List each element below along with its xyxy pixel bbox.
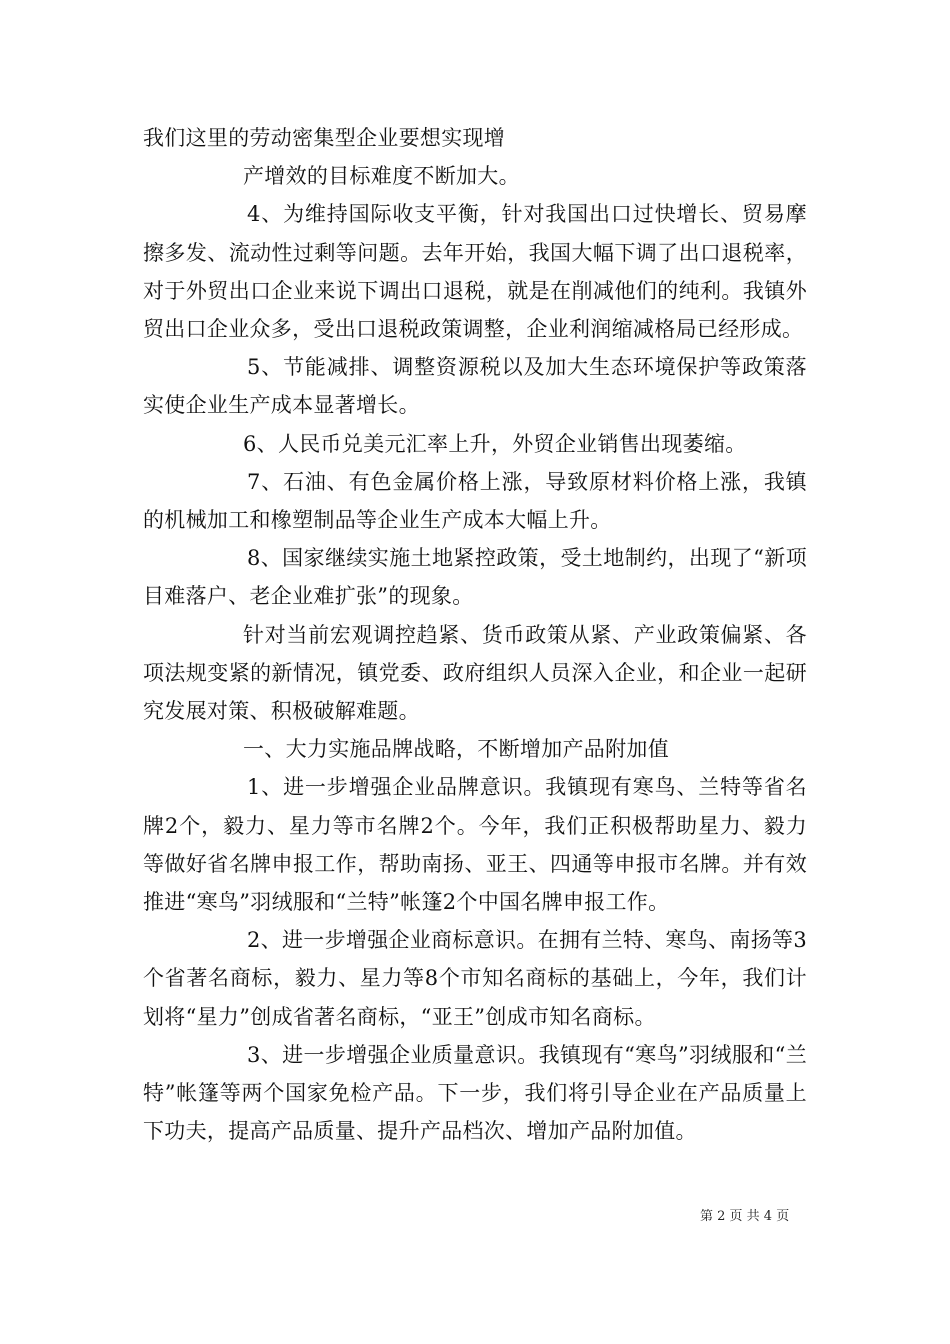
paragraph-item-5: 5、节能减排、调整资源税以及加大生态环境保护等政策落实使企业生产成本显著增长。 [143,355,807,418]
paragraph-item-6: 6、人民币兑美元汇率上升，外贸企业销售出现萎缩。 [243,431,747,456]
document-body [143,119,807,1150]
paragraph-trademark-awareness: 2、进一步增强企业商标意识。在拥有兰特、寒鸟、南扬等3个省著名商标，毅力、星力等8个市知名商标的基础上，今年，我们计划将“星力”创成省著名商标，“亚王”创成市知名商标。 [143,928,807,1029]
paragraph-item-7: 7、石油、有色金属价格上涨，导致原材料价格上涨，我镇的机械加工和橡塑制品等企业生产成本大幅上升。 [143,469,807,533]
paragraph-continuation: 我们这里的劳动密集型企业要想实现增 [143,126,506,150]
paragraph-response: 针对当前宏观调控趋紧、货币政策从紧、产业政策偏紧、各项法规变紧的新情况，镇党委、政府组织人员深入企业，和企业一起研究发展对策、积极破解难题。 [143,622,807,724]
paragraph-brand-awareness: 1、进一步增强企业品牌意识。我镇现有寒鸟、兰特等省名牌2个，毅力、星力等市名牌2个。今年，我们正积极帮助星力、毅力等做好省名牌申报工作，帮助南扬、亚王、四通等申报市名牌。并有效推进“寒鸟”羽绒服和“兰特”帐篷2个中国名牌申报工作。 [143,775,807,915]
section-heading-1: 一、大力实施品牌战略，不断增加产品附加值 [243,737,669,762]
page-number: 第 2 页 共 4 页 [700,1209,790,1224]
paragraph-item-8: 8、国家继续实施土地紧控政策，受土地制约，出现了“新项目难落户、老企业难扩张”的现象。 [143,546,807,609]
paragraph-item-4: 4、为维持国际收支平衡，针对我国出口过快增长、贸易摩擦多发、流动性过剩等问题。去年开始，我国大幅下调了出口退税率，对于外贸出口企业来说下调出口退税，就是在削减他们的纯利。我镇外贸出口企业众多，受出口退税政策调整，企业利润缩减格局已经形成。 [143,202,807,342]
paragraph-quality-awareness: 3、进一步增强企业质量意识。我镇现有“寒鸟”羽绒服和“兰特”帐篷等两个国家免检产品。下一步，我们将引导企业在产品质量上下功夫，提高产品质量、提升产品档次、增加产品附加值。 [143,1042,807,1144]
paragraph-continuation-end: 产增效的目标难度不断加大。 [243,164,520,189]
